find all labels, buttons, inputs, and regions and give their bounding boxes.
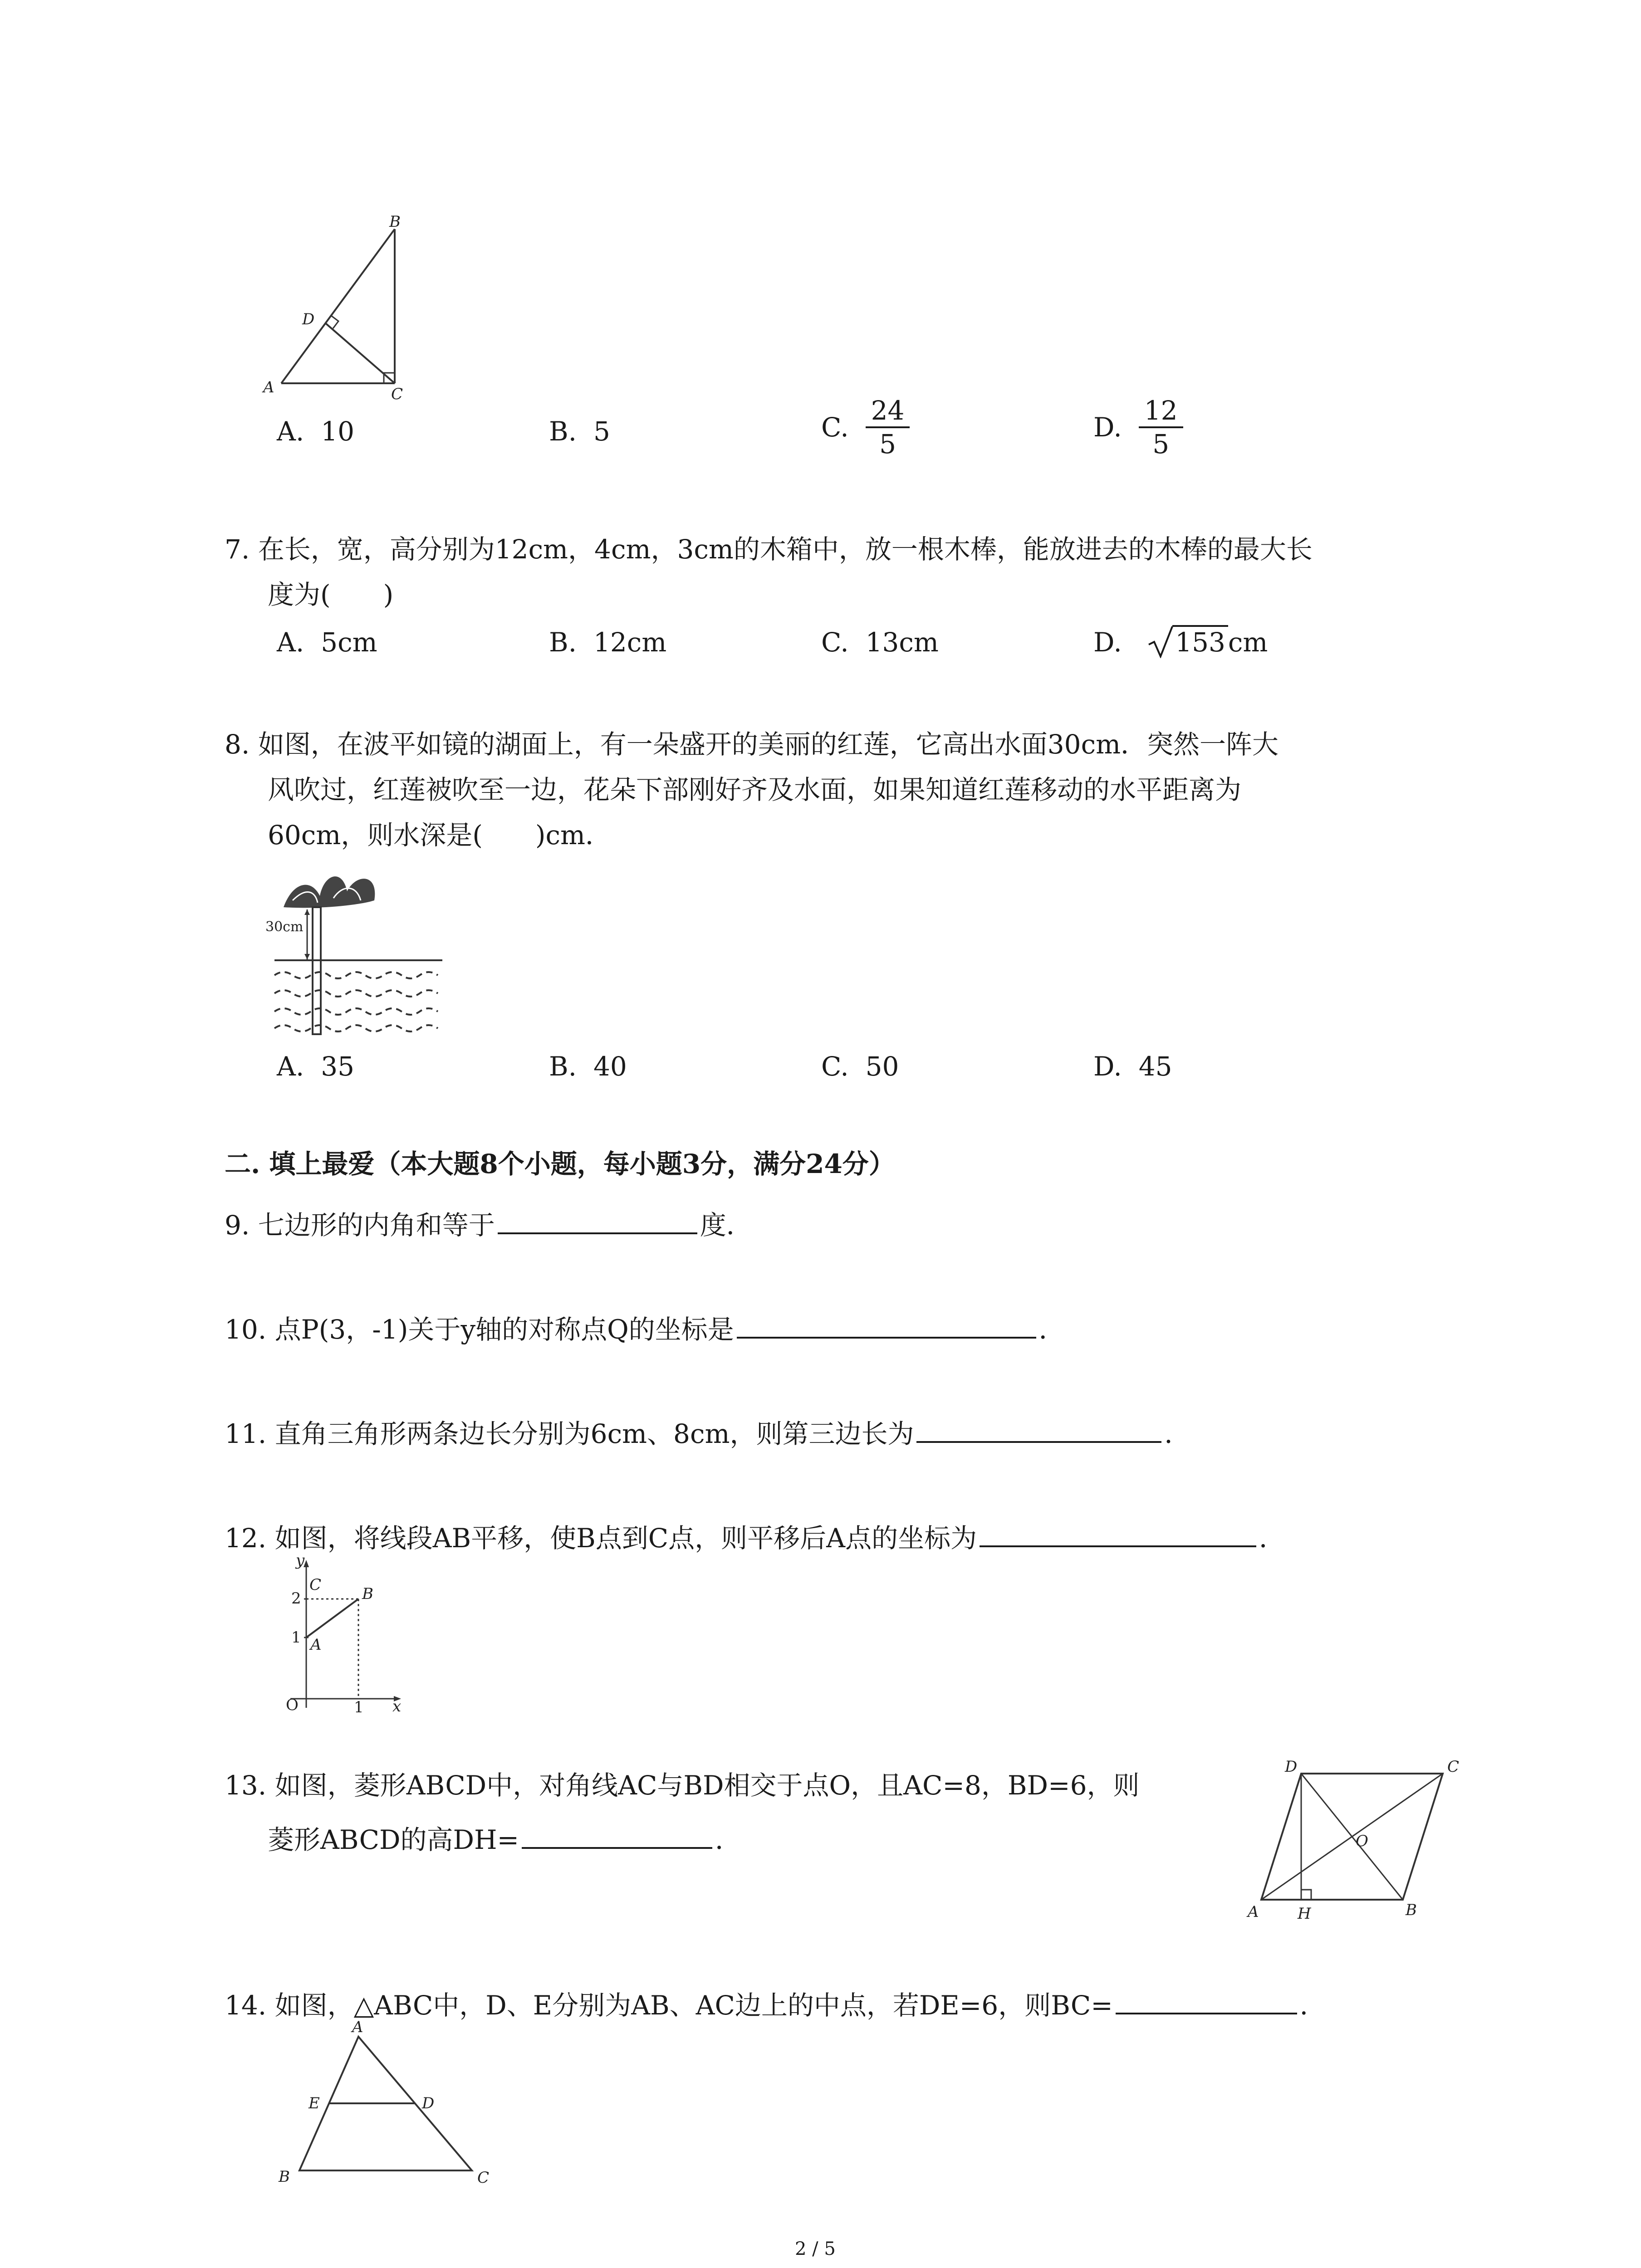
section-2-title: 二. 填上最爱（本大题8个小题，每小题3分，满分24分） [225,1149,895,1179]
q12-tick-y2: 2 [291,1589,301,1608]
q14-label-e: E [309,2094,320,2112]
q12-stem: 12. 如图，将线段AB平移，使B点到C点，则平移后A点的坐标为 ． [225,1517,1285,1557]
q14-label-a: A [352,2019,363,2036]
q12-tick-x1: 1 [354,1698,364,1716]
q13-label-b: B [1406,1901,1417,1919]
q8-stem-line3: 60cm，则水深是( )cm． [268,820,612,850]
q7-option-b: B. 12cm [549,627,667,658]
q13-rhombus-figure [1234,1755,1470,1928]
q7-option-a: A. 5cm [277,627,377,658]
q6-option-d-fraction: $\frac{12}{5}$ [1139,395,1183,460]
q9-answer-blank[interactable] [498,1204,697,1234]
q6-label-a: A [263,378,274,396]
q6-triangle-figure [259,213,422,404]
q6-label-c: C [391,385,403,403]
q12-label-a: A [310,1636,322,1654]
q13-stem-line1: 13. 如图，菱形ABCD中，对角线AC与BD相交于点O，且AC=8，BD=6，则 [225,1770,1140,1801]
q7-option-c: C. 13cm [821,627,939,658]
q8-option-b: B. 40 [549,1051,627,1082]
q6-label-d: D [302,310,315,328]
q13-label-o: O [1356,1832,1368,1850]
q12-answer-blank[interactable] [980,1517,1256,1547]
q14-answer-blank[interactable] [1116,1984,1297,2014]
q6-option-c-fraction: $\frac{24}{5}$ [866,395,910,460]
q13-stem-line2: 菱形ABCD的高DH= ． [268,1819,741,1858]
q10-answer-blank[interactable] [737,1309,1036,1339]
q12-y-axis-label: y [296,1554,305,1569]
q11-stem: 11. 直角三角形两条边长分别为6cm、8cm，则第三边长为 ． [225,1413,1190,1452]
page-number: 2 / 5 [795,2239,836,2259]
q8-stem-line1: 8. 如图，在波平如镜的湖面上，有一朵盛开的美丽的红莲，它高出水面30cm．突然一阵大 [225,729,1279,760]
q14-label-d: D [422,2094,435,2112]
q6-option-c: C. $\frac{24}{5}$ [821,395,910,460]
q14-label-b: B [279,2168,290,2186]
q8-lotus-figure [265,864,456,1036]
q10-stem: 10. 点P(3，-1)关于y轴的对称点Q的坐标是 ． [225,1309,1065,1348]
q7-option-d-sqrt: 153 [1147,624,1228,661]
q12-origin-label: O [286,1696,299,1714]
q6-option-d: D. $\frac{12}{5}$ [1093,395,1183,460]
q8-stem-line2: 风吹过，红莲被吹至一边，花朵下部刚好齐及水面，如果知道红莲移动的水平距离为 [268,774,1242,805]
q13-answer-blank[interactable] [522,1819,712,1849]
q12-label-b: B [362,1585,373,1603]
q13-label-a: A [1248,1903,1259,1921]
q13-label-c: C [1447,1758,1460,1776]
q11-answer-blank[interactable] [916,1413,1161,1443]
q12-x-axis-label: x [392,1697,402,1716]
q6-label-b: B [389,213,401,231]
q14-triangle-figure [272,2019,508,2191]
q8-figure-label-30cm: 30cm [265,919,304,935]
q8-option-d: D. 45 [1093,1051,1172,1082]
q7-stem-line1: 7. 在长，宽，高分别为12cm，4cm，3cm的木箱中，放一根木棒，能放进去的木棒的最大长 [225,534,1313,565]
q13-label-h: H [1298,1905,1311,1923]
q14-stem: 14. 如图，△ABC中，D、E分别为AB、AC边上的中点，若DE=6，则BC= ． [225,1984,1326,2024]
q8-option-a: A. 35 [277,1051,355,1082]
q12-label-c: C [309,1576,322,1594]
q6-option-a: A. 10 [277,416,355,447]
q12-tick-y1: 1 [291,1628,301,1647]
q12-coordinate-figure [272,1554,408,1717]
q7-option-d: D. 153 cm [1093,624,1268,661]
q6-option-b: B. 5 [549,416,610,447]
q14-label-c: C [477,2169,490,2187]
q7-stem-line2: 度为( ) [268,579,394,610]
q13-label-d: D [1285,1758,1298,1776]
q9-stem: 9. 七边形的内角和等于 度． [225,1204,753,1244]
q8-option-c: C. 50 [821,1051,899,1082]
